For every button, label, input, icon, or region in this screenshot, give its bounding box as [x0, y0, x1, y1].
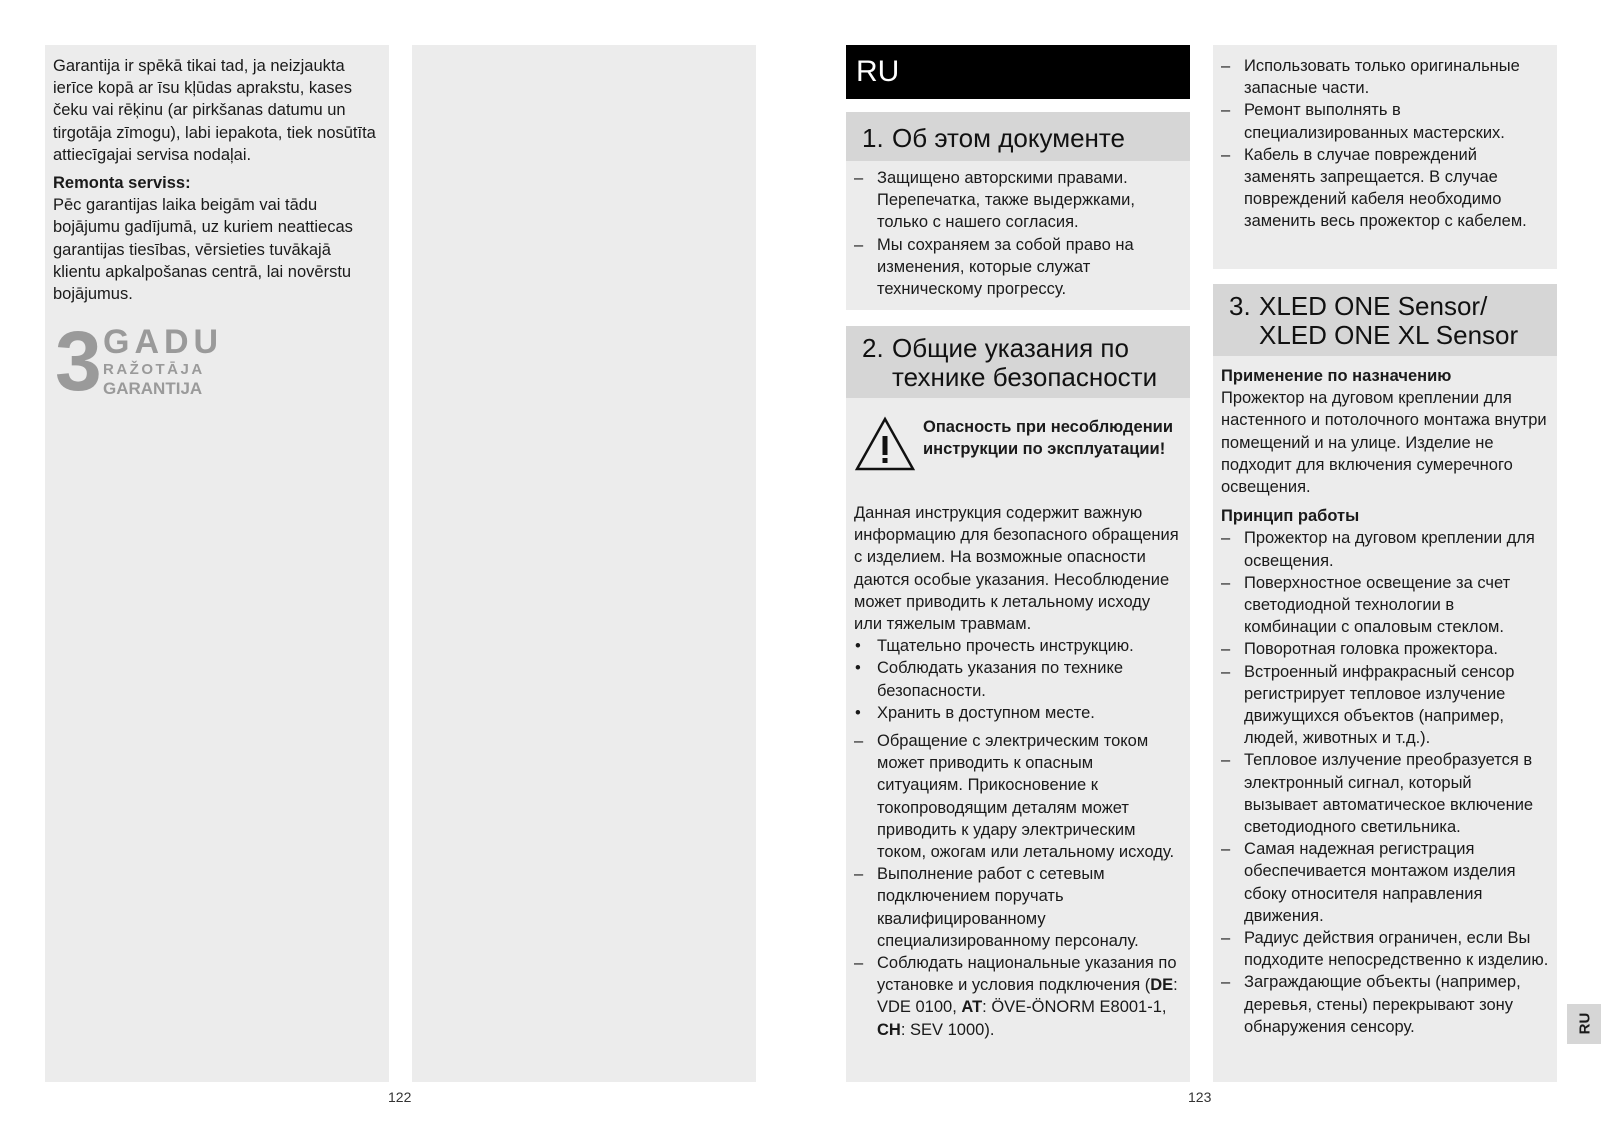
section-3-title-line-1: XLED ONE Sensor/: [1259, 291, 1488, 321]
badge-number: 3: [55, 314, 102, 409]
list-item: – Поворотная головка прожектора.: [1221, 638, 1549, 660]
list-item: – Ремонт выполнять в специализированных мастерских.: [1221, 99, 1549, 143]
usage-heading: Применение по назначению: [1221, 367, 1452, 385]
list-item: • Хранить в доступном месте.: [854, 702, 1182, 724]
list-item: – Тепловое излучение преобразуется в электронный сигнал, который вызывает автоматическое включение светодиодного светильника.: [1221, 749, 1549, 838]
safety-dashes: [854, 730, 1182, 1041]
list-item: – Обращение с электрическим током может приводить к опасным ситуациям. Прикосновение к токопроводящим деталям может приводить к удару электрическим током, ожогам или летальному исходу.: [854, 730, 1182, 863]
left-column-2: [412, 45, 756, 1082]
section-3-heading: [1213, 284, 1557, 356]
warning-block: [846, 416, 1190, 502]
list-item: – Выполнение работ с сетевым подключением поручать квалифицированному специализированному персоналу.: [854, 863, 1182, 952]
language-side-tab: [1567, 1004, 1601, 1044]
side-tab-label: RU: [1576, 1012, 1594, 1035]
list-item: – Защищено авторскими правами. Перепечатка, также выдержками, только с нашего согласия.: [854, 167, 1182, 234]
usage-text: Прожектор на дуговом креплении для настенного и потолочного монтажа внутри помещений и на улице. Изделие не подходит для включения сумеречного освещения.: [1221, 389, 1547, 497]
section-3-box: [1213, 284, 1557, 1082]
warning-title: Опасность при несоблюдении инструкции по эксплуатации!: [923, 418, 1173, 459]
warning-triangle-icon: [854, 416, 916, 472]
warranty-badge: [53, 314, 381, 409]
badge-line-3: GARANTIJA: [103, 379, 203, 399]
principle-heading: Принцип работы: [1221, 507, 1360, 526]
safety-intro: Данная инструкция содержит важную информацию для безопасного обращения с изделием. На возможные опасности даются особые указания. Несоблюдение может приводить к летальному исходу или тяжелым травмам.: [854, 504, 1179, 634]
list-item: – Самая надежная регистрация обеспечивается монтажом изделия сбоку относителя направления движения.: [1221, 838, 1549, 927]
section-1-title: Об этом документе: [892, 123, 1125, 153]
section-1-heading: [846, 112, 1190, 161]
section-2-title-line-1: Общие указания по: [892, 333, 1129, 363]
badge-line-2: RAŽOTĀJA: [103, 361, 205, 379]
safety-bullets: [854, 635, 1182, 724]
page-number-right: 123: [1188, 1089, 1212, 1105]
list-item: – Радиус действия ограничен, если Вы подходите непосредственно к изделию.: [1221, 927, 1549, 971]
warranty-text: Garantija ir spēkā tikai tad, ja neizjaukta ierīce kopā ar īsu kļūdas aprakstu, kases čeku vai rēķinu (ar pirkšanas datumu un tirgotāja zīmogu), labi iepakota, tiek nosūtīta attiecīgajai servisa nodaļai.: [53, 57, 376, 164]
section-2-continued-box: [1213, 45, 1557, 269]
list-item-norms: – Соблюдать национальные указания по установке и условия подключения (DE: VDE 0100, AT: ÖVE-ÖNORM E8001-1, CH: SEV 1000).: [854, 952, 1182, 1041]
repair-heading: Remonta serviss:: [53, 174, 191, 193]
list-item: • Соблюдать указания по технике безопасности.: [854, 657, 1182, 701]
section-1-number: 1.: [862, 123, 884, 153]
section-2-box: [846, 326, 1190, 1082]
list-item: – Встроенный инфракрасный сенсор регистрирует тепловое излучение движущихся объектов (например, людей, животных и т.д.).: [1221, 661, 1549, 750]
section-2-heading: [846, 326, 1190, 398]
language-header: [846, 45, 1190, 99]
list-item: – Использовать только оригинальные запасные части.: [1221, 55, 1549, 99]
list-item: – Заграждающие объекты (например, деревья, стены) перекрывают зону обнаружения сенсору.: [1221, 971, 1549, 1038]
list-item: – Поверхностное освещение за счет светодиодной технологии в комбинации с опаловым стеклом.: [1221, 572, 1549, 639]
left-column-1: [45, 45, 389, 1082]
list-item: • Тщательно прочесть инструкцию.: [854, 635, 1182, 657]
page-number-left: 122: [388, 1089, 412, 1105]
section-2-title-line-2: технике безопасности: [892, 362, 1158, 392]
section-2-number: 2.: [862, 333, 884, 363]
list-item: – Мы сохраняем за собой право на изменения, которые служат техническому прогрессу.: [854, 234, 1182, 301]
repair-text: Pēc garantijas laika beigām vai tādu bojājumu gadījumā, uz kuriem neattiecas garantijas tiesības, vērsieties tuvākajā klientu apkalpošanas centrā, lai novērstu bojājumus.: [53, 196, 353, 304]
badge-line-1: GADU: [103, 323, 224, 362]
list-item: – Кабель в случае повреждений заменять запрещается. В случае повреждений кабеля необходимо заменить весь прожектор с кабелем.: [1221, 144, 1549, 233]
section-1-box: [846, 112, 1190, 310]
section-2-continued-list: [1221, 55, 1549, 233]
list-item: – Прожектор на дуговом креплении для освещения.: [1221, 527, 1549, 571]
section-1-list: [846, 161, 1190, 300]
principle-list: [1221, 527, 1549, 1038]
section-3-title-line-2: XLED ONE XL Sensor: [1259, 320, 1519, 350]
language-label: RU: [856, 55, 900, 88]
section-3-number: 3.: [1229, 291, 1251, 321]
